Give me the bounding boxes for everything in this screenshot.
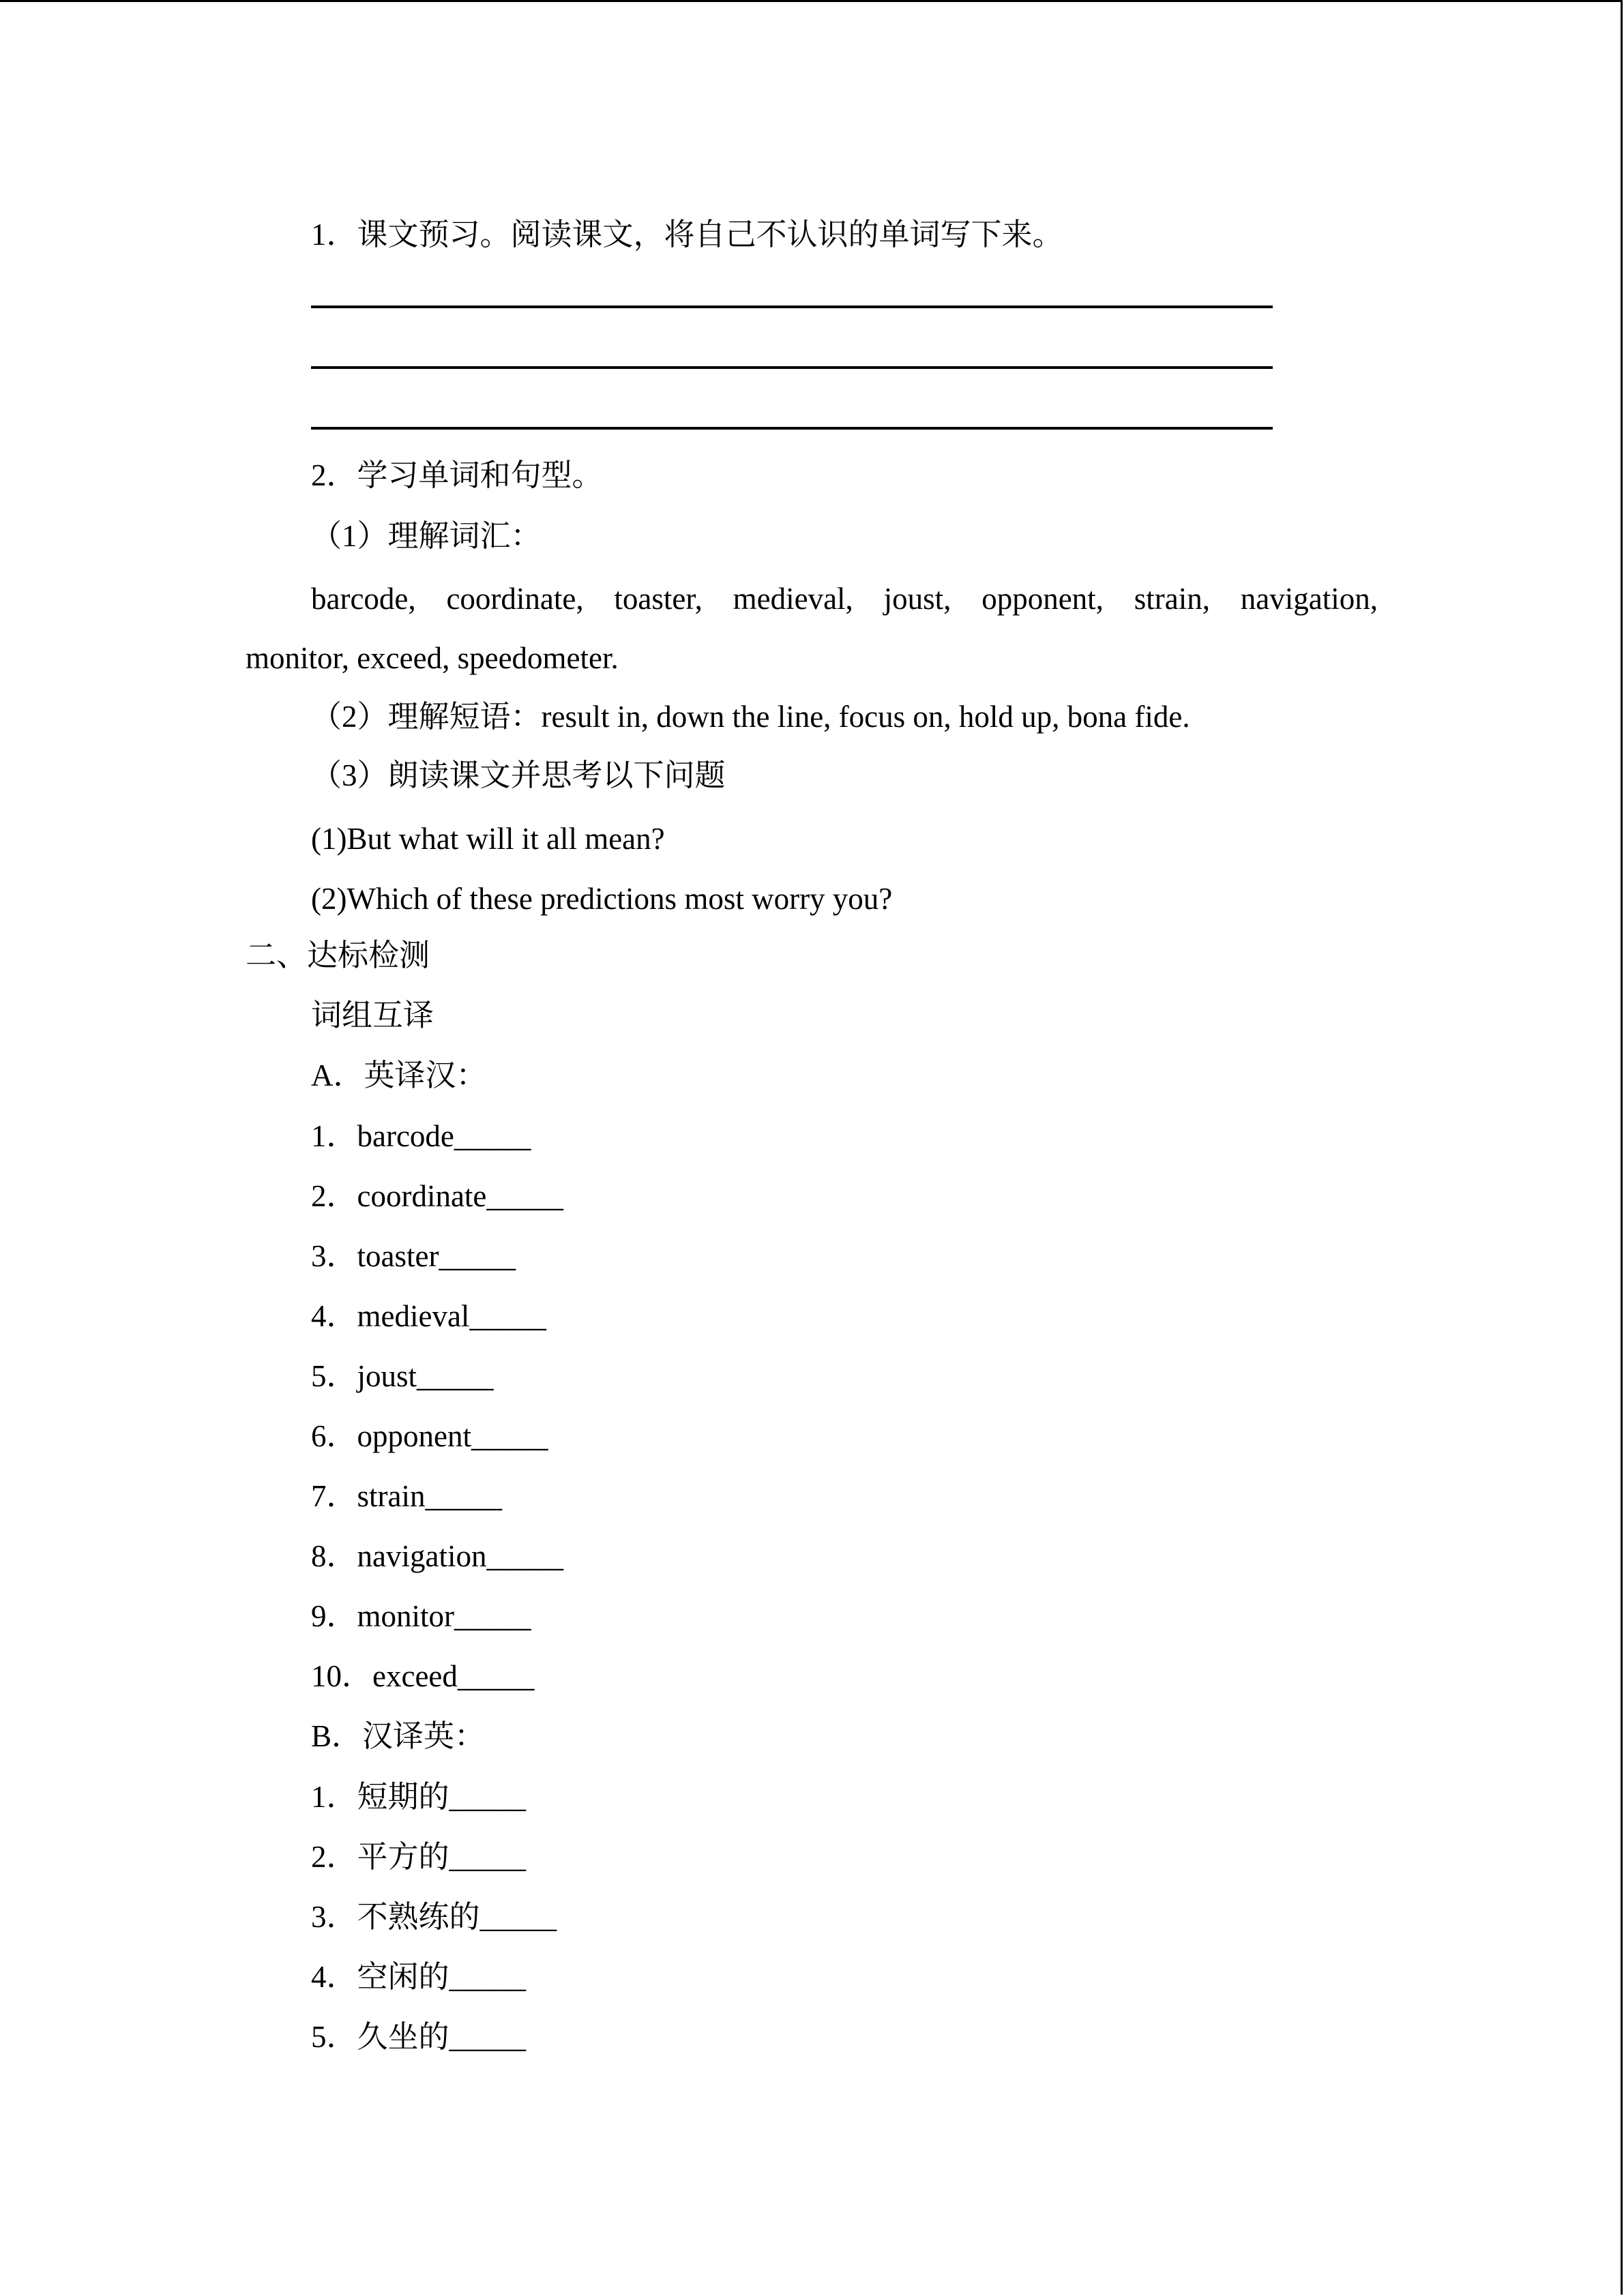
part-a-item: 5．joust_____ [311, 1359, 494, 1393]
vocab-word: joust, [883, 582, 951, 616]
vocab-words-line-1 [311, 580, 1378, 618]
part-b-item: 1．短期的_____ [311, 1780, 527, 1814]
part-b-item: 5．久坐的_____ [311, 2020, 527, 2054]
part-b-label: B．汉译英： [311, 1719, 486, 1753]
vocab-word: medieval, [733, 582, 853, 616]
vocab-word: coordinate, [446, 582, 584, 616]
part-a-item: 1．barcode_____ [311, 1119, 531, 1153]
part-a-item: 6．opponent_____ [311, 1419, 548, 1453]
part-a-item: 4．medieval_____ [311, 1299, 546, 1333]
vocab-word: opponent, [981, 582, 1104, 616]
part-a-label: A．英译汉： [311, 1058, 487, 1092]
part-a-item: 2．coordinate_____ [311, 1179, 563, 1213]
vocab-word: toaster, [614, 582, 703, 616]
part-b-item: 3．不熟练的_____ [311, 1900, 557, 1934]
part-a-item: 8．navigation_____ [311, 1539, 563, 1573]
answer-line-3[interactable] [311, 427, 1273, 430]
section-2-title: 二、达标检测 [246, 938, 430, 972]
vocab-word: strain, [1134, 582, 1210, 616]
answer-line-1[interactable] [311, 305, 1273, 308]
vocab-word: navigation, [1240, 582, 1378, 616]
vocab-heading: （1）理解词汇： [311, 519, 542, 553]
vocab-words-line-2: monitor, exceed, speedometer. [246, 641, 619, 675]
part-b-item: 4．空闲的_____ [311, 1960, 527, 1994]
questions-heading: （3）朗读课文并思考以下问题 [311, 758, 726, 792]
part-a-item: 10．exceed_____ [311, 1659, 535, 1693]
part-a-item: 3．toaster_____ [311, 1239, 516, 1273]
part-a-item: 7．strain_____ [311, 1479, 502, 1513]
phrases: （2）理解短语：result in, down the line, focus on, hold up, bona fide. [311, 700, 1190, 734]
question-2: (2)Which of these predictions most worry you? [311, 882, 893, 916]
part-a-item: 9．monitor_____ [311, 1599, 531, 1633]
question-1: (1)But what will it all mean? [311, 822, 665, 856]
part-b-item: 2．平方的_____ [311, 1840, 527, 1874]
preview-item-2: 2．学习单词和句型。 [311, 458, 603, 492]
vocab-word: barcode, [311, 582, 416, 616]
answer-line-2[interactable] [311, 366, 1273, 369]
preview-item-1: 1．课文预习。阅读课文，将自己不认识的单词写下来。 [311, 218, 1063, 252]
section-2-subtitle: 词组互译 [311, 998, 434, 1032]
